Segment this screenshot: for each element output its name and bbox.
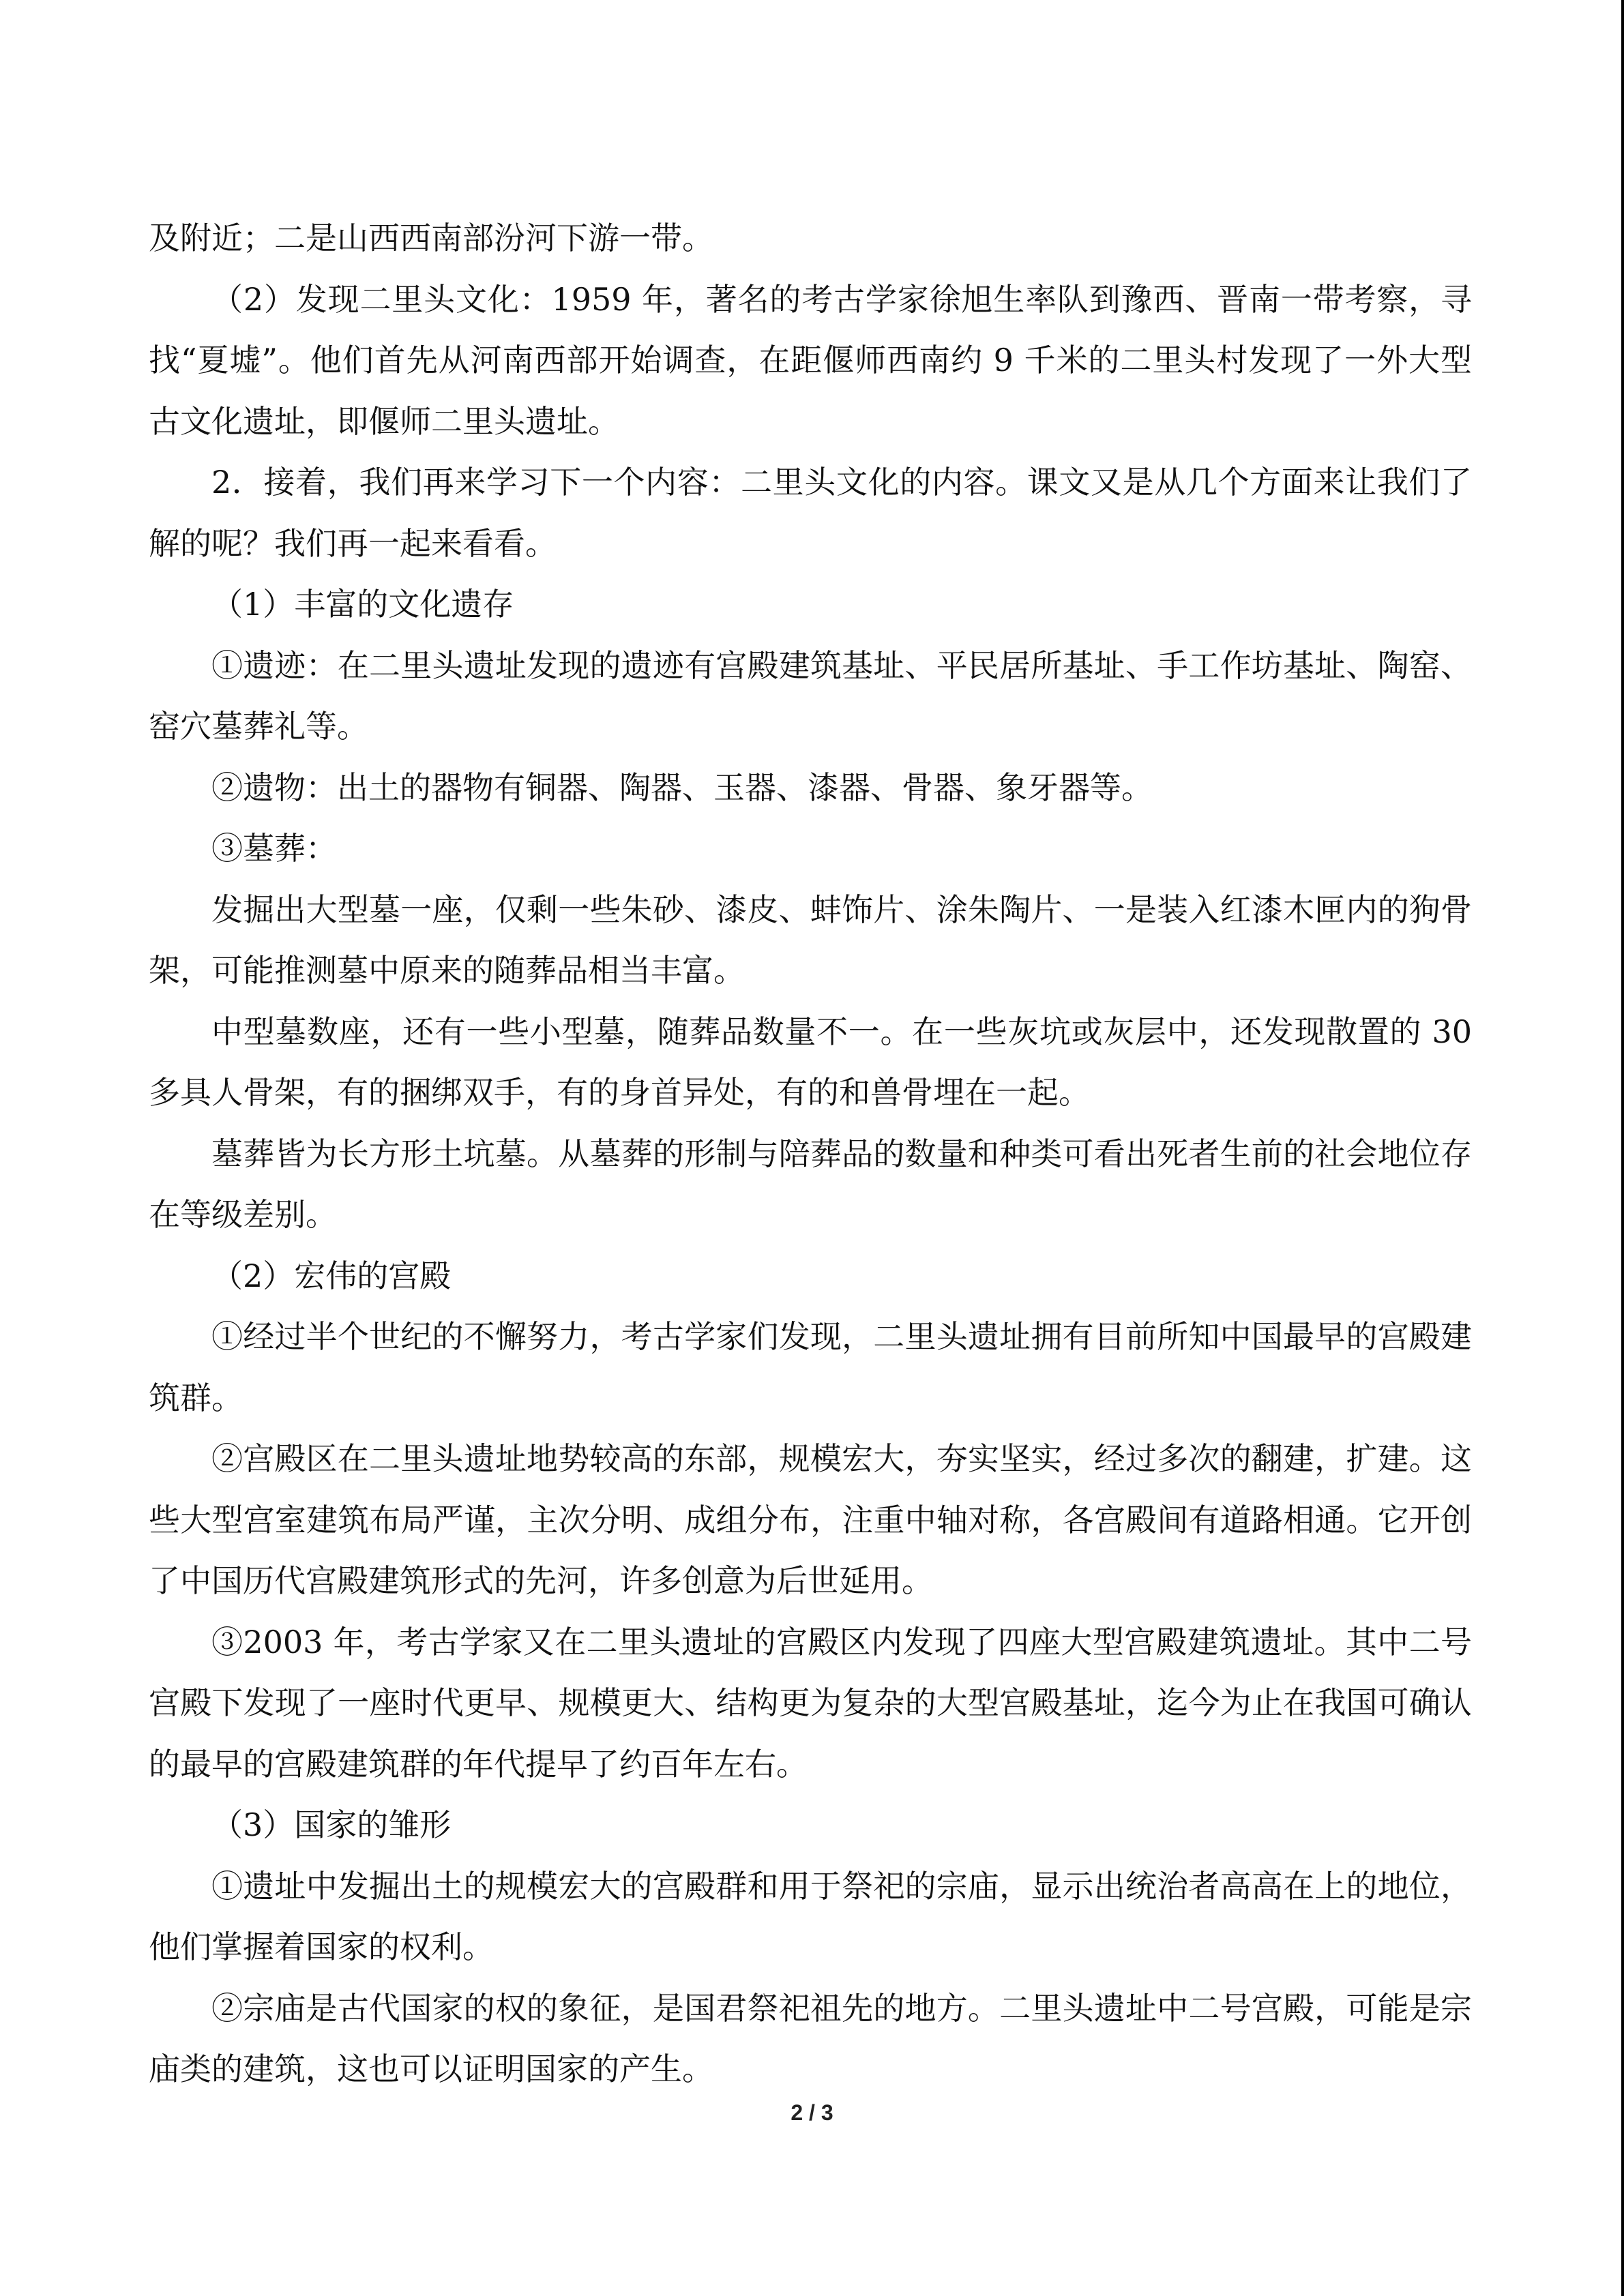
paragraph: ①遗址中发掘出土的规模宏大的宫殿群和用于祭祀的宗庙，显示出统治者高高在上的地位，他们掌握着国家的权利。 [149, 1867, 1472, 1965]
paragraph: ②宫殿区在二里头遗址地势较高的东部，规模宏大，夯实坚实，经过多次的翻建，扩建。这些大型宫室建筑布局严谨，主次分明、成组分布，注重中轴对称，各宫殿间有道路相通。它开创了中国历代宫殿建筑形式的先河，许多创意为后世延用。 [149, 1440, 1472, 1599]
paragraph: 中型墓数座，还有一些小型墓，随葬品数量不一。在一些灰坑或灰层中，还发现散置的 30 多具人骨架，有的捆绑双手，有的身首异处，有的和兽骨埋在一起。 [149, 1013, 1472, 1111]
document-body [149, 208, 1472, 2100]
paragraph: ③墓葬： [211, 830, 337, 867]
paragraph: ②宗庙是古代国家的权的象征，是国君祭祀祖先的地方。二里头遗址中二号宫殿，可能是宗庙类的建筑，这也可以证明国家的产生。 [149, 1989, 1472, 2087]
page-edge-border [1621, 0, 1624, 2296]
paragraph: 墓葬皆为长方形土坑墓。从墓葬的形制与陪葬品的数量和种类可看出死者生前的社会地位存在等级差别。 [149, 1135, 1472, 1233]
paragraph: ①经过半个世纪的不懈努力，考古学家们发现，二里头遗址拥有目前所知中国最早的宫殿建筑群。 [149, 1318, 1472, 1416]
section-heading: （2）宏伟的宫殿 [211, 1257, 452, 1294]
section-heading: （3）国家的雏形 [211, 1806, 452, 1843]
paragraph: ①遗迹：在二里头遗址发现的遗迹有宫殿建筑基址、平民居所基址、手工作坊基址、陶窑、窑穴墓葬礼等。 [149, 646, 1472, 745]
paragraph: 及附近；二是山西西南部汾河下游一带。 [149, 220, 713, 256]
paragraph: ②遗物：出土的器物有铜器、陶器、玉器、漆器、骨器、象牙器等。 [211, 769, 1153, 806]
paragraph: ③2003 年，考古学家又在二里头遗址的宫殿区内发现了四座大型宫殿建筑遗址。其中二号宫殿下发现了一座时代更早、规模更大、结构更为复杂的大型宫殿基址，迄今为止在我国可确认的最早的宫殿建筑群的年代提早了约百年左右。 [149, 1623, 1472, 1783]
paragraph: 发掘出大型墓一座，仅剩一些朱砂、漆皮、蚌饰片、涂朱陶片、一是装入红漆木匣内的狗骨架，可能推测墓中原来的随葬品相当丰富。 [149, 891, 1472, 989]
paragraph: （2）发现二里头文化：1959 年，著名的考古学家徐旭生率队到豫西、晋南一带考察，寻找“夏墟”。他们首先从河南西部开始调查，在距偃师西南约 9 千米的二里头村发现了一外大型古文化遗址，即偃师二里头遗址。 [149, 280, 1472, 440]
page-number: 2 / 3 [791, 2100, 833, 2125]
section-heading: （1）丰富的文化遗存 [211, 586, 514, 623]
paragraph: 2．接着，我们再来学习下一个内容：二里头文化的内容。课文又是从几个方面来让我们了解的呢？我们再一起来看看。 [149, 464, 1472, 562]
